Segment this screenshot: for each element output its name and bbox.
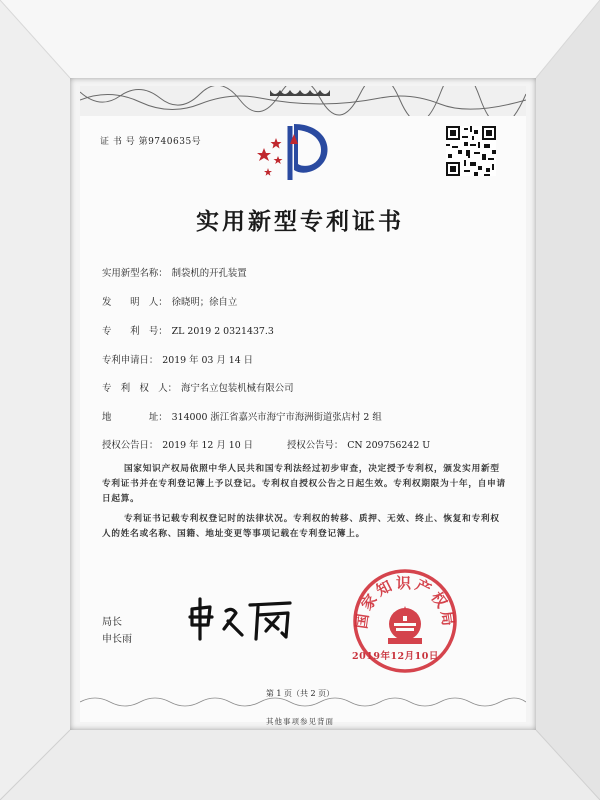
page-number: 第 1 页（共 2 页）: [265, 689, 335, 698]
field-value: ZL 2019 2 0321437.3: [171, 326, 274, 337]
director-title: 局长: [102, 617, 122, 628]
field-label: 专利申请日：: [102, 355, 159, 366]
statement-paragraph-2: 专利证书记载专利权登记时的法律状况。专利权的转移、质押、无效、终止、恢复和专利权人的姓名或名称、国籍、地址变更等事项记载在专利登记簿上。: [102, 514, 500, 539]
field-patent-number: [102, 323, 274, 337]
grant-date-value: 2019 年 12 月 10 日: [162, 440, 254, 451]
seal-date: 2019年12月10日: [352, 651, 439, 662]
field-label: 地 址：: [102, 412, 168, 423]
director-block: [102, 614, 132, 648]
field-application-date: [102, 352, 253, 366]
director-name: 申长雨: [102, 634, 132, 645]
field-value: 2019 年 03 月 14 日: [162, 355, 254, 366]
field-label: 专 利 权 人：: [102, 383, 178, 394]
statement-paragraph-1: 国家知识产权局依照中华人民共和国专利法经过初步审查，决定授予专利权，颁发实用新型专利证书并在专利登记簿上予以登记。专利权自授权公告之日起生效。专利权期限为十年，自申请日起算。: [102, 464, 506, 504]
grant-no-label: 授权公告号：: [286, 440, 344, 451]
grant-date-label: 授权公告日：: [102, 440, 159, 451]
field-value: 314000 浙江省嘉兴市海宁市海洲街道张店村 2 组: [171, 412, 382, 423]
field-inventors: [102, 294, 237, 308]
field-label: 实用新型名称：: [102, 268, 168, 279]
qr-code-icon: [446, 126, 496, 176]
footer-note: 其他事项参见背面: [266, 717, 334, 726]
field-value: 徐晓明；徐自立: [171, 297, 238, 308]
field-utility-model-name: [102, 265, 247, 279]
field-grant-info: [102, 437, 430, 451]
certificate-title: 实用新型专利证书: [196, 208, 404, 235]
field-address: [102, 409, 382, 423]
decorative-border-top: [80, 86, 526, 116]
field-label: 专 利 号：: [102, 326, 168, 337]
cnipa-logo-icon: [254, 120, 336, 182]
certificate-number: 证 书 号 第9740635号: [100, 137, 202, 147]
seal-text: 国家知识产权局: [352, 574, 458, 630]
field-label: 发 明 人：: [102, 297, 168, 308]
grant-no-value: CN 209756242 U: [347, 440, 431, 451]
director-signature-icon: [186, 595, 304, 645]
field-patentee: [102, 380, 294, 394]
field-value: 海宁名立包装机械有限公司: [181, 383, 294, 394]
field-value: 制袋机的开孔装置: [171, 268, 247, 279]
